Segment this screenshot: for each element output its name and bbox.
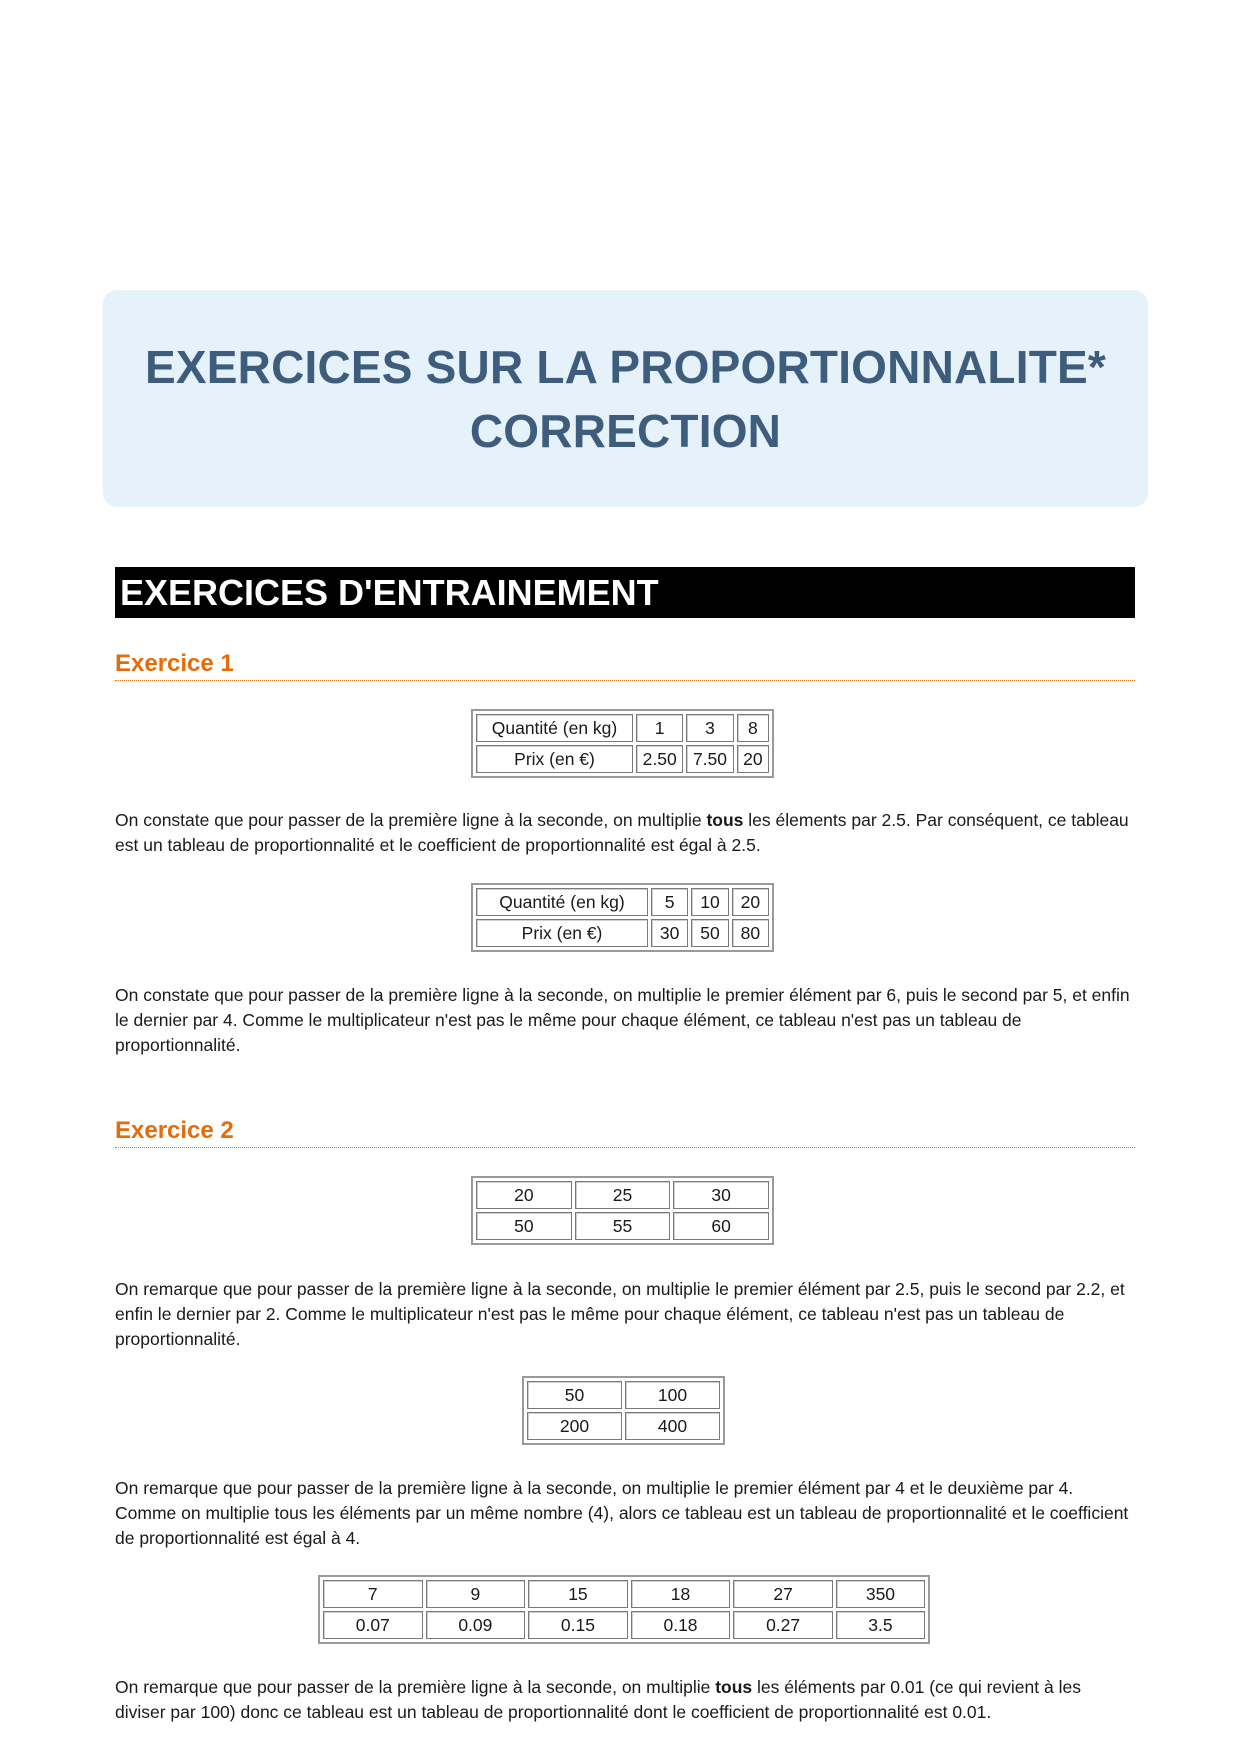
emphasis-text: tous [706, 810, 744, 830]
text-span: On constate que pour passer de la première ligne à la seconde, on multiplie [115, 810, 707, 830]
title-line-1: EXERCICES SUR LA PROPORTIONNALITE* [145, 340, 1106, 393]
table-cell: 3 [686, 714, 733, 742]
table-cell: 2.50 [636, 745, 683, 773]
table-cell: 80 [732, 919, 769, 947]
table-cell: Quantité (en kg) [476, 888, 648, 916]
table-cell: 18 [631, 1580, 731, 1608]
table-row [527, 1381, 720, 1409]
table-row [323, 1611, 925, 1639]
table-cell: 0.15 [528, 1611, 628, 1639]
table-cell: 10 [691, 888, 728, 916]
table-row [476, 714, 769, 742]
table-cell: 0.09 [426, 1611, 526, 1639]
ex2-table-2 [522, 1376, 725, 1445]
table-cell: 7.50 [686, 745, 733, 773]
table-cell: 5 [651, 888, 688, 916]
ex1-paragraph-1 [115, 808, 1135, 858]
table-cell: 400 [625, 1412, 720, 1440]
exercice-1-heading: Exercice 1 [115, 650, 1135, 681]
table-cell: 0.27 [733, 1611, 833, 1639]
ex2-paragraph-3 [115, 1675, 1135, 1725]
table-cell: 50 [527, 1381, 622, 1409]
table-cell: Prix (en €) [476, 745, 633, 773]
ex1-table-1 [471, 709, 774, 778]
ex2-table-3 [318, 1575, 930, 1644]
table-cell: 350 [836, 1580, 925, 1608]
table-cell: 8 [737, 714, 769, 742]
table-cell: 30 [651, 919, 688, 947]
table-cell: 20 [737, 745, 769, 773]
table-cell: Prix (en €) [476, 919, 648, 947]
table-cell: 30 [673, 1181, 769, 1209]
table-row [476, 1212, 769, 1240]
table-cell: 50 [476, 1212, 572, 1240]
table-cell: 9 [426, 1580, 526, 1608]
ex2-paragraph-2: On remarque que pour passer de la première ligne à la seconde, on multiplie le premier élément par 4 et le deuxième par 4. Comme on multiplie tous les éléments par un même nombre (4), alors ce tableau est un tableau de proportionnalité et le coefficient de proportionnalité est égal à 4. [115, 1478, 1129, 1548]
table-cell: 200 [527, 1412, 622, 1440]
table-cell: 55 [575, 1212, 671, 1240]
emphasis-text: tous [715, 1677, 753, 1697]
table-row [476, 919, 769, 947]
ex1-paragraph-2: On constate que pour passer de la première ligne à la seconde, on multiplie le premier élément par 6, puis le second par 5, et enfin le dernier par 4. Comme le multiplicateur n'est pas le même pour chaque élément, ce tableau n'est pas un tableau de proportionnalité. [115, 985, 1130, 1055]
table-cell: 27 [733, 1580, 833, 1608]
table-row [527, 1412, 720, 1440]
table-cell: 20 [476, 1181, 572, 1209]
table-cell: Quantité (en kg) [476, 714, 633, 742]
table-cell: 0.07 [323, 1611, 423, 1639]
table-cell: 25 [575, 1181, 671, 1209]
text-span: les éléments par 0.01 (ce qui revient à les diviser par 100) donc ce tableau est un tableau de proportionnalité dont le coefficient de proportionnalité est 0.01. [115, 1677, 1081, 1722]
ex2-table-1 [471, 1176, 774, 1245]
table-cell: 15 [528, 1580, 628, 1608]
text-span: les élements par 2.5. Par conséquent, ce tableau est un tableau de proportionnalité et le coefficient de proportionnalité est égal à 2.5. [115, 810, 1129, 855]
exercice-2-heading: Exercice 2 [115, 1117, 1135, 1148]
title-box [103, 290, 1148, 507]
table-cell: 20 [732, 888, 769, 916]
table-cell: 7 [323, 1580, 423, 1608]
table-row [476, 745, 769, 773]
ex2-paragraph-1: On remarque que pour passer de la première ligne à la seconde, on multiplie le premier élément par 2.5, puis le second par 2.2, et enfin le dernier par 2. Comme le multiplicateur n'est pas le même pour chaque élément, ce tableau n'est pas un tableau de proportionnalité. [115, 1279, 1125, 1349]
table-row [476, 888, 769, 916]
table-cell: 1 [636, 714, 683, 742]
ex1-table-2 [471, 883, 774, 952]
table-row [476, 1181, 769, 1209]
table-cell: 100 [625, 1381, 720, 1409]
table-cell: 0.18 [631, 1611, 731, 1639]
table-row [323, 1580, 925, 1608]
table-cell: 60 [673, 1212, 769, 1240]
section-header: EXERCICES D'ENTRAINEMENT [115, 567, 1135, 618]
table-cell: 3.5 [836, 1611, 925, 1639]
table-cell: 50 [691, 919, 728, 947]
title-line-2: CORRECTION [469, 404, 782, 457]
text-span: On remarque que pour passer de la première ligne à la seconde, on multiplie [115, 1677, 716, 1697]
